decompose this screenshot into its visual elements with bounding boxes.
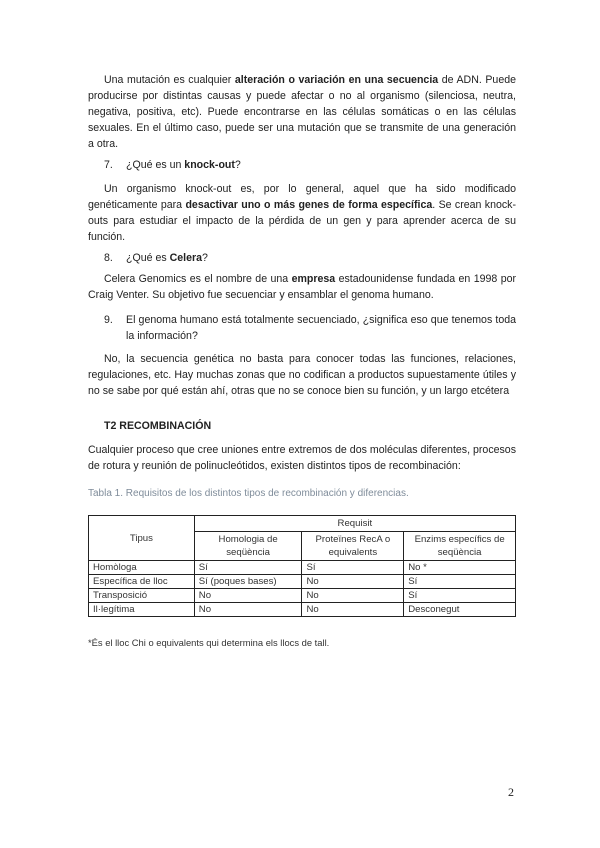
question-text: El genoma humano está totalmente secuenciado, ¿significa eso que tenemos toda la información? bbox=[126, 314, 516, 342]
text: ? bbox=[201, 252, 208, 264]
cell: Sí bbox=[404, 575, 516, 589]
header-tipus: Tipus bbox=[89, 516, 195, 561]
table-footnote: *És el lloc Chi o equivalents qui determina els llocs de tall. bbox=[88, 637, 330, 648]
bold-text: knock-out bbox=[184, 159, 235, 171]
cell: Específica de lloc bbox=[89, 575, 195, 589]
text: ¿Qué es un bbox=[126, 159, 185, 171]
question-8 bbox=[88, 250, 208, 266]
bold-text: alteración o variación en una secuencia bbox=[234, 74, 439, 86]
cell: Homòloga bbox=[89, 561, 195, 575]
cell: Sí bbox=[194, 561, 302, 575]
text: Un organismo knock-out es, por lo general, aquel que ha sido modificado genéticamente para bbox=[88, 183, 516, 211]
text: Cualquier proceso que cree uniones entre extremos de dos moléculas diferentes, procesos de rotura y reunión de polinucleótidos, existen distintos tipos de recombinación: bbox=[88, 444, 516, 472]
question-7 bbox=[88, 157, 241, 173]
bold-text: desactivar uno o más genes de forma específica bbox=[185, 199, 433, 211]
table-caption: Tabla 1. Requisitos de los distintos tipos de recombinación y diferencias. bbox=[88, 488, 409, 499]
cell: Sí bbox=[404, 589, 516, 603]
text: de ADN. Puede producirse por distintas causas y puede afectar o no al organismo (silenciosa, neutra, negativa, positiva, etc). Puede encontrarse en las células somáticas o en las células sexuales. En el último caso, puede ser una mutación que se transmite de una generación a otra. bbox=[88, 74, 516, 150]
text: Una mutación es cualquier bbox=[104, 74, 235, 86]
requirements-table bbox=[88, 515, 516, 617]
section-heading: T2 RECOMBINACIÓN bbox=[104, 420, 212, 432]
cell: No bbox=[302, 575, 404, 589]
cell: Sí (poques bases) bbox=[194, 575, 302, 589]
cell: No bbox=[194, 589, 302, 603]
paragraph-mutacion bbox=[88, 72, 516, 152]
table-row bbox=[89, 589, 516, 603]
table-header-row bbox=[89, 516, 516, 532]
text: estadounidense fundada en 1998 por Craig Venter. Su objetivo fue secuenciar y ensamblar el genoma humano. bbox=[88, 273, 517, 301]
cell: Il·legítima bbox=[89, 603, 195, 617]
cell: No bbox=[302, 589, 404, 603]
paragraph-recombinacion bbox=[88, 442, 516, 474]
text: ¿Qué es bbox=[126, 252, 170, 264]
cell: No bbox=[302, 603, 404, 617]
table-row bbox=[89, 575, 516, 589]
text: No, la secuencia genética no basta para conocer todas las funciones, relaciones, regulaciones, etc. Hay muchas zonas que no codifican a productos supuestamente útiles y no se sabe por qué están ahí, otras que no se conoce bien su función, y un largo etcétera bbox=[88, 353, 516, 397]
cell: Sí bbox=[302, 561, 404, 575]
question-number: 7. bbox=[104, 159, 113, 171]
table-row bbox=[89, 561, 516, 575]
text: . Se crean knock-outs para estudiar el impacto de la pérdida de un gen y para aprender acerca de su función. bbox=[88, 199, 516, 243]
bold-text: empresa bbox=[291, 273, 336, 285]
table-row bbox=[89, 603, 516, 617]
header-homologia: Homologia de seqüència bbox=[194, 532, 302, 561]
question-number: 8. bbox=[104, 252, 113, 264]
page-number: 2 bbox=[508, 785, 514, 799]
question-number: 9. bbox=[104, 314, 113, 326]
section-title bbox=[104, 418, 532, 434]
cell: Transposició bbox=[89, 589, 195, 603]
header-requisit: Requisit bbox=[194, 516, 515, 532]
question-9 bbox=[88, 312, 516, 344]
cell: Desconegut bbox=[404, 603, 516, 617]
header-enzims: Enzims específics de seqüència bbox=[404, 532, 516, 561]
paragraph-knockout bbox=[88, 181, 516, 245]
paragraph-secuencia bbox=[88, 351, 516, 399]
text: ? bbox=[234, 159, 241, 171]
bold-text: Celera bbox=[169, 252, 202, 264]
cell: No * bbox=[404, 561, 516, 575]
header-proteines: Proteïnes RecA o equivalents bbox=[302, 532, 404, 561]
text: Celera Genomics es el nombre de una bbox=[104, 273, 292, 285]
cell: No bbox=[194, 603, 302, 617]
paragraph-celera bbox=[88, 271, 516, 303]
